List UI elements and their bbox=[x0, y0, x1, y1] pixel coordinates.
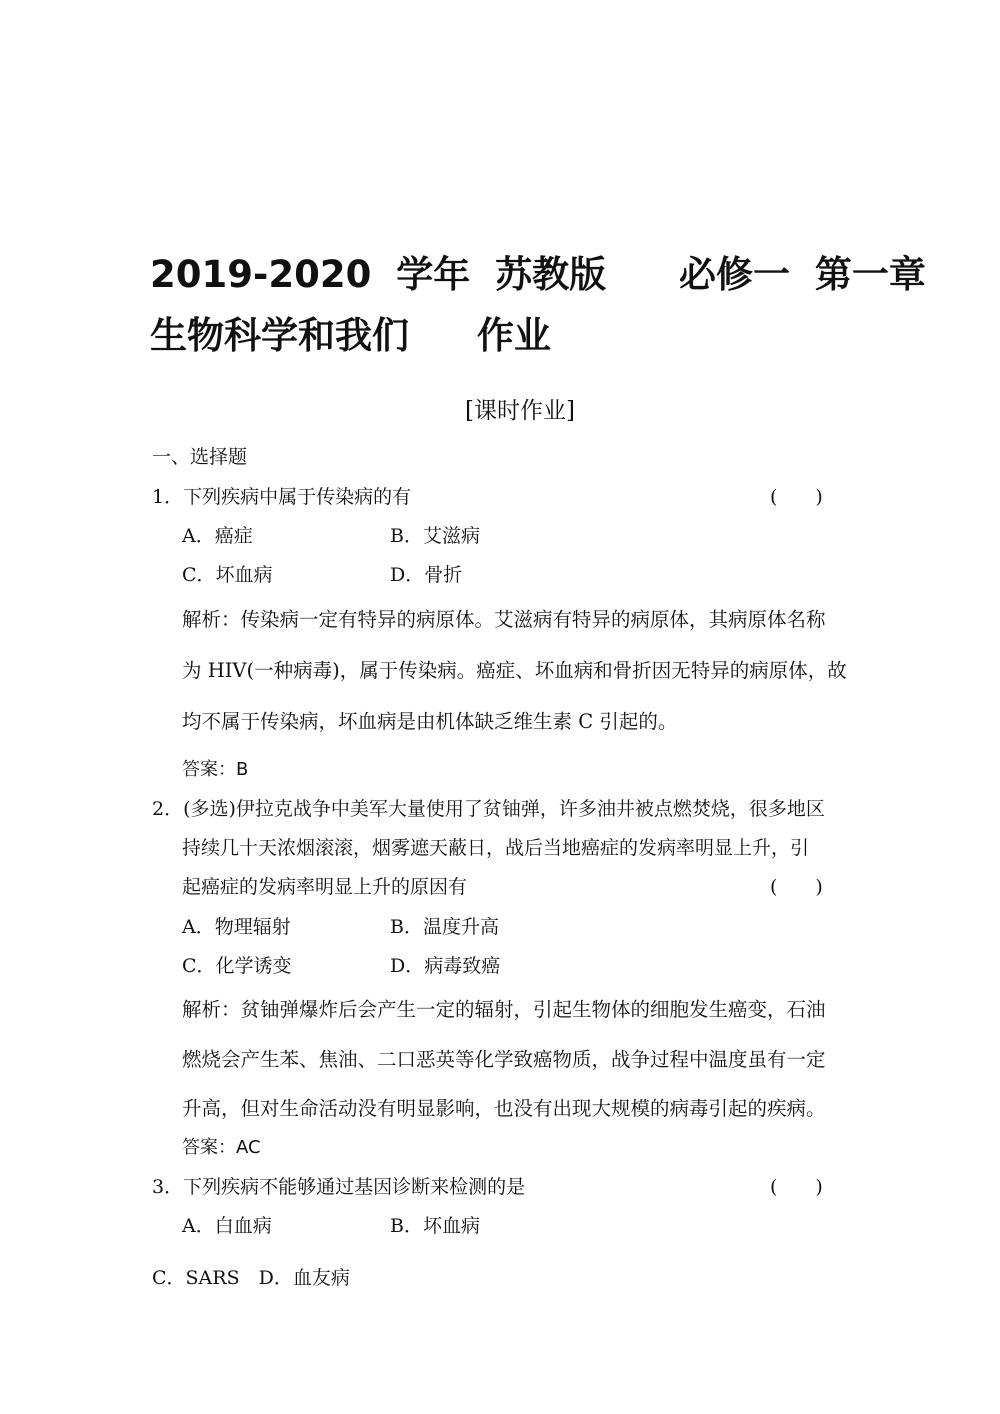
q1-stem: 1．下列疾病中属于传染病的有 bbox=[152, 486, 412, 508]
q2-option-c: C．化学诱变 bbox=[182, 955, 292, 977]
title-volume: 必修一 bbox=[679, 253, 790, 296]
title-homework: 作业 bbox=[476, 314, 551, 357]
q1-answer: 答案：B bbox=[182, 759, 249, 780]
q3-option-c-d: C．SARS D．血友病 bbox=[152, 1267, 350, 1289]
q1-analysis-line-3: 均不属于传染病，坏血病是由机体缺乏维生素 C 引起的。 bbox=[182, 710, 678, 733]
q3-option-a: A．白血病 bbox=[182, 1215, 272, 1237]
section-heading: 一、选择题 bbox=[152, 446, 248, 468]
title-academic-year: 学年 bbox=[396, 253, 471, 296]
q2-stem-line-2: 持续几十天浓烟滚滚，烟雾遮天蔽日，战后当地癌症的发病率明显上升，引 bbox=[182, 837, 810, 859]
q2-stem-line-3: 起癌症的发病率明显上升的原因有 bbox=[182, 876, 468, 898]
title-publisher: 苏教版 bbox=[495, 253, 607, 296]
q1-analysis-line-1: 解析：传染病一定有特异的病原体。艾滋病有特异的病原体，其病原体名称 bbox=[182, 608, 826, 631]
q2-option-b: B．温度升高 bbox=[390, 916, 499, 938]
q2-answer-bracket: ( ) bbox=[770, 876, 823, 898]
document-title-line-2 bbox=[150, 313, 870, 359]
q2-stem-line-1: 2．(多选)伊拉克战争中美军大量使用了贫铀弹，许多油井被点燃焚烧，很多地区 bbox=[152, 798, 825, 820]
title-chapter: 第一章 bbox=[814, 253, 926, 296]
q2-option-d: D．病毒致癌 bbox=[390, 955, 501, 977]
document-title-line-1 bbox=[150, 252, 926, 298]
q3-stem: 3．下列疾病不能够通过基因诊断来检测的是 bbox=[152, 1176, 526, 1198]
q1-analysis-line-2: 为 HIV(一种病毒)，属于传染病。癌症、坏血病和骨折因无特异的病原体，故 bbox=[182, 659, 847, 682]
q3-option-b: B．坏血病 bbox=[390, 1215, 480, 1237]
q1-option-c: C．坏血病 bbox=[182, 564, 273, 586]
subtitle: [课时作业] bbox=[465, 398, 575, 424]
q3-answer-bracket: ( ) bbox=[770, 1176, 823, 1198]
q1-answer-bracket: ( ) bbox=[770, 486, 823, 508]
title-chapter-name: 生物科学和我们 bbox=[150, 314, 409, 357]
q1-option-a: A．癌症 bbox=[182, 525, 253, 547]
q2-analysis-line-3: 升高，但对生命活动没有明显影响，也没有出现大规模的病毒引起的疾病。 bbox=[182, 1097, 826, 1120]
title-year: 2019-2020 bbox=[150, 253, 372, 296]
q1-option-b: B．艾滋病 bbox=[390, 525, 480, 547]
q2-answer: 答案：AC bbox=[182, 1137, 261, 1158]
q2-option-a: A．物理辐射 bbox=[182, 916, 291, 938]
q2-analysis-line-1: 解析：贫铀弹爆炸后会产生一定的辐射，引起生物体的细胞发生癌变，石油 bbox=[182, 998, 826, 1021]
q2-analysis-line-2: 燃烧会产生苯、焦油、二口恶英等化学致癌物质，战争过程中温度虽有一定 bbox=[182, 1048, 826, 1071]
q1-option-d: D．骨折 bbox=[390, 564, 463, 586]
